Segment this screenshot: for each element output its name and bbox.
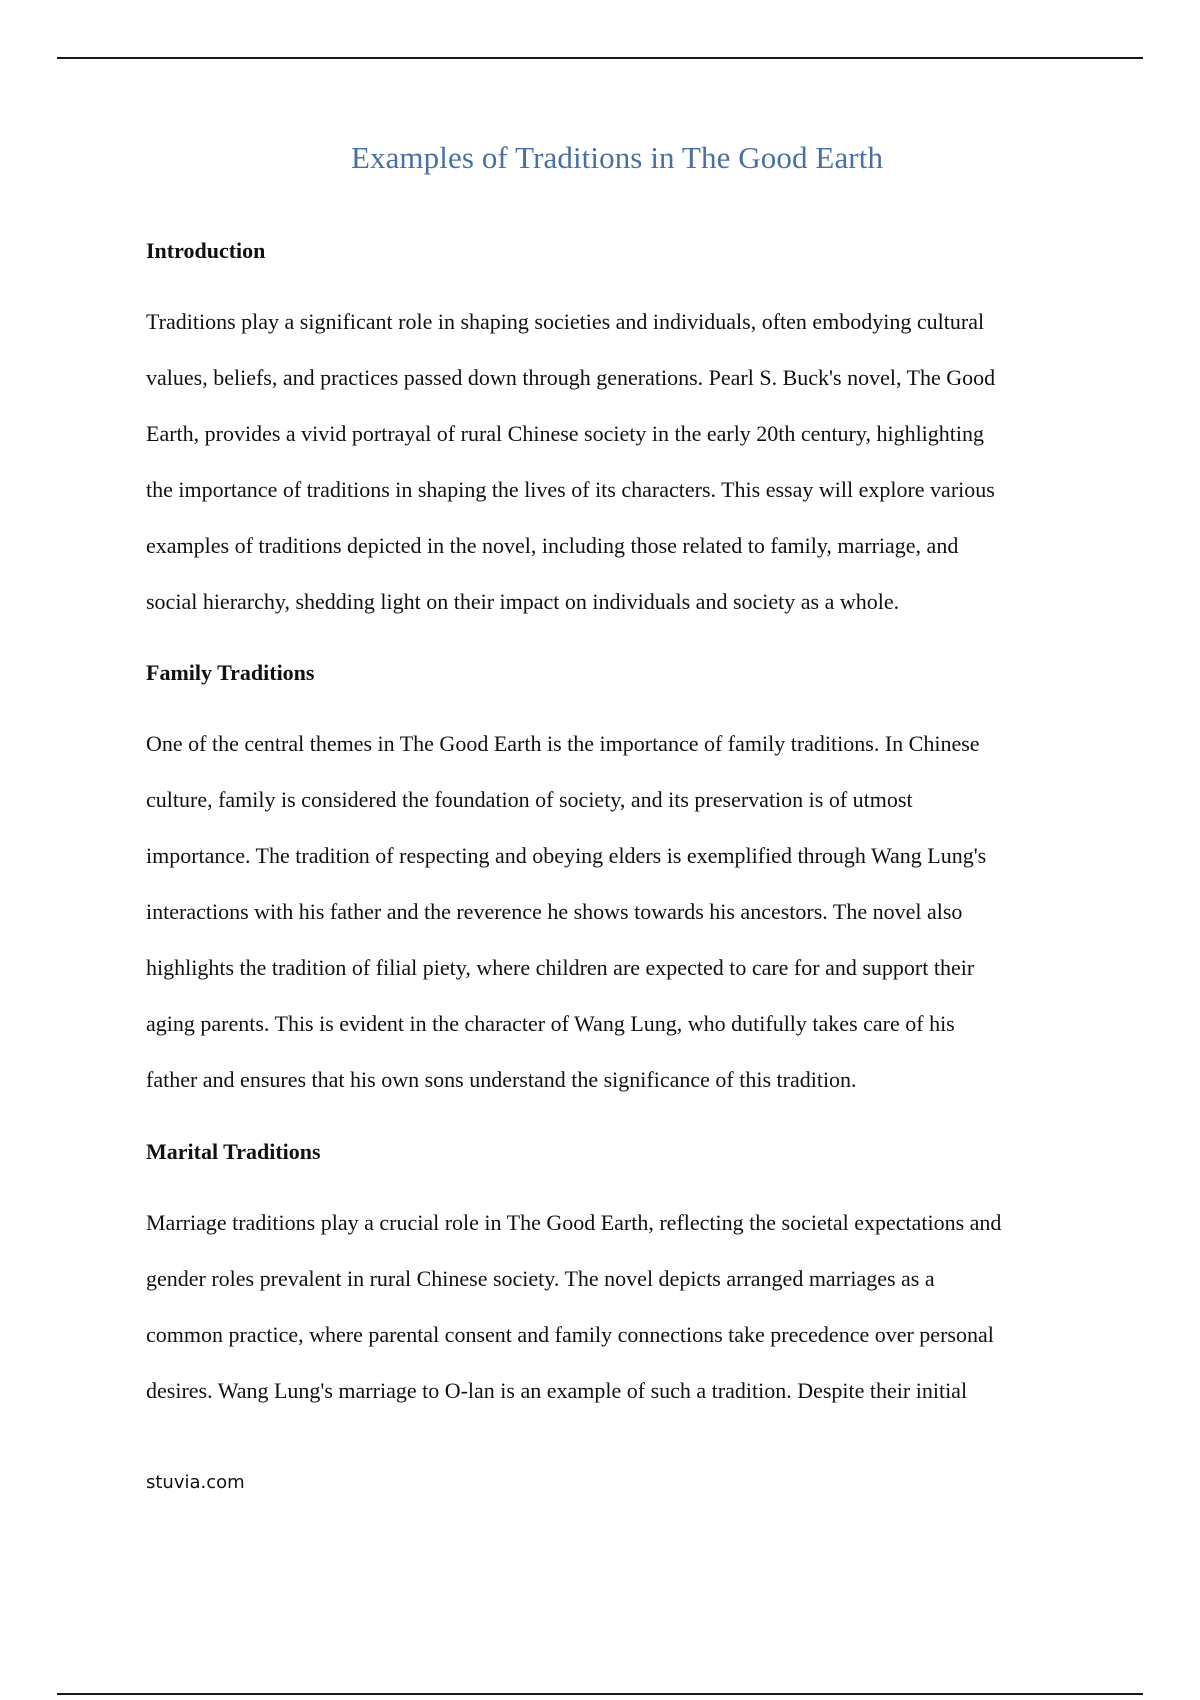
paragraph-line: examples of traditions depicted in the novel, including those related to family, marriage, and [146,533,959,558]
paragraph-line: interactions with his father and the reverence he shows towards his ancestors. The novel also [146,899,963,924]
paragraph-line: social hierarchy, shedding light on their impact on individuals and society as a whole. [146,589,900,614]
footer-watermark: stuvia.com [146,1472,245,1493]
paragraph-line: Earth, provides a vivid portrayal of rural Chinese society in the early 20th century, highlighting [146,421,985,446]
paragraph-marital-traditions [146,1195,1001,1419]
paragraph-line: Traditions play a significant role in shaping societies and individuals, often embodying cultural [146,309,985,334]
section-heading-introduction: Introduction [146,238,266,263]
paragraph-line: gender roles prevalent in rural Chinese society. The novel depicts arranged marriages as a [146,1266,935,1291]
paragraph-line: aging parents. This is evident in the character of Wang Lung, who dutifully takes care of his [146,1011,955,1036]
paragraph-line: culture, family is considered the foundation of society, and its preservation is of utmost [146,787,913,812]
section-heading-family-traditions: Family Traditions [146,660,315,685]
paragraph-line: Marriage traditions play a crucial role in The Good Earth, reflecting the societal expectations and [146,1210,1002,1235]
paragraph-line: values, beliefs, and practices passed down through generations. Pearl S. Buck's novel, The Good [146,365,996,390]
paragraph-line: father and ensures that his own sons understand the significance of this tradition. [146,1067,857,1092]
paragraph-line: highlights the tradition of filial piety, where children are expected to care for and support their [146,955,975,980]
paragraph-line: common practice, where parental consent and family connections take precedence over personal [146,1322,994,1347]
document-title: Examples of Traditions in The Good Earth [350,140,884,175]
paragraph-line: One of the central themes in The Good Earth is the importance of family traditions. In Chinese [146,731,980,756]
paragraph-line: desires. Wang Lung's marriage to O-lan is an example of such a tradition. Despite their initial [146,1378,968,1403]
section-heading-marital-traditions: Marital Traditions [146,1139,321,1164]
paragraph-introduction [146,294,995,630]
bottom-rule [57,1693,1143,1695]
paragraph-line: importance. The tradition of respecting and obeying elders is exemplified through Wang Lung's [146,843,987,868]
paragraph-family-traditions [146,716,986,1108]
top-rule [57,57,1143,59]
paragraph-line: the importance of traditions in shaping the lives of its characters. This essay will explore various [146,477,995,502]
